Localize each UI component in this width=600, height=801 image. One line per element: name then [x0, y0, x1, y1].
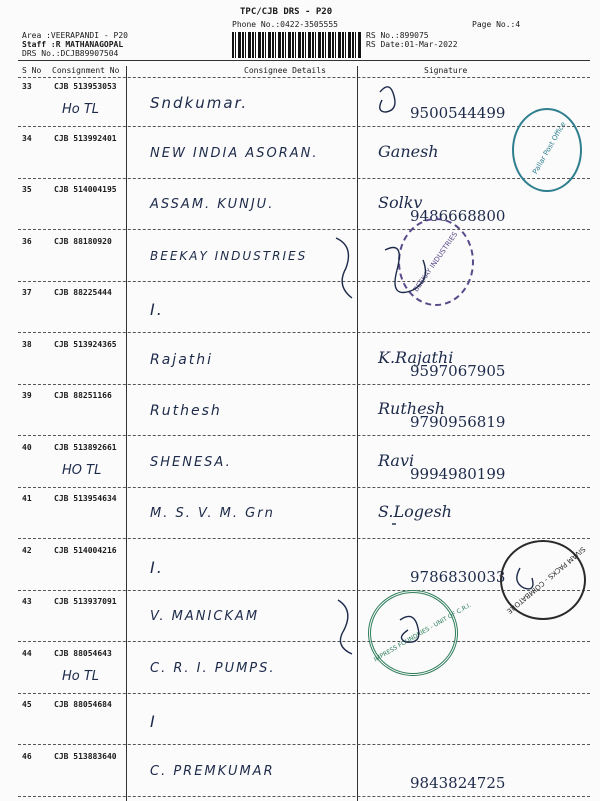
beekay-stamp-text: BEEKAY INDUSTRIES	[411, 230, 460, 294]
consignment-number: CJB 513924365	[54, 340, 117, 349]
cri-stamp-text: IMPRESS FOUNDRIES - UNIT OF C.R.I.	[372, 601, 473, 664]
serial-number: 36	[22, 237, 32, 246]
col-consignment: Consignment No	[52, 66, 120, 75]
consignee-name: M. S. V. M. Grn	[150, 506, 275, 521]
handwritten-note: Ho TL	[62, 669, 100, 684]
signature-33	[380, 87, 395, 112]
serial-number: 35	[22, 185, 32, 194]
staff-label: Staff :R MATHANAGOPAL	[22, 40, 124, 49]
consignment-number: CJB 88180920	[54, 237, 112, 246]
serial-number: 39	[22, 391, 32, 400]
serial-number: 44	[22, 649, 32, 658]
phone-handwritten: 9843824725	[410, 774, 506, 792]
sivam-packs-stamp-text: SIVAM PACKS - COIMBATORE	[505, 544, 587, 616]
col-signature: Signature	[424, 66, 468, 75]
sheet-title: TPC/CJB DRS - P20	[240, 7, 333, 17]
consignee-name: Rajathi	[150, 352, 214, 368]
serial-number: 40	[22, 443, 32, 452]
consignment-number: CJB 513992401	[54, 134, 117, 143]
consignment-number: CJB 88251166	[54, 391, 112, 400]
page-number: Page No.:4	[472, 20, 521, 29]
signature-text: Ravi	[378, 451, 415, 470]
signature-text: Solkv	[378, 193, 423, 212]
consignee-name: I	[150, 712, 157, 731]
col-consignee: Consignee Details	[244, 66, 326, 75]
consignment-number: CJB 513937091	[54, 597, 117, 606]
consignment-number: CJB 514004195	[54, 185, 117, 194]
consignment-number: CJB 88054684	[54, 700, 112, 709]
signature-text: K.Rajathi	[378, 348, 454, 367]
phone-handwritten: 9500544499	[410, 104, 506, 122]
handwritten-note: HO TL	[62, 463, 102, 478]
serial-number: 33	[22, 82, 32, 91]
rs-date: RS Date:01-Mar-2022	[366, 40, 458, 49]
consignee-name: C. PREMKUMAR	[150, 764, 275, 779]
serial-number: 45	[22, 700, 32, 709]
consignment-number: CJB 88054643	[54, 649, 112, 658]
serial-number: 38	[22, 340, 32, 349]
signature-36	[385, 248, 425, 293]
consignment-number: CJB 513892661	[54, 443, 117, 452]
serial-number: 42	[22, 546, 32, 555]
signature-text: Ruthesh	[378, 399, 446, 418]
consignee-name: BEEKAY INDUSTRIES	[150, 249, 308, 263]
consignment-number: CJB 513954634	[54, 494, 117, 503]
pen-stroke	[336, 238, 352, 298]
consignee-name: C. R. I. PUMPS.	[150, 661, 276, 676]
consignee-name: Ruthesh	[150, 403, 222, 419]
serial-number: 34	[22, 134, 32, 143]
consignment-number: CJB 513883640	[54, 752, 117, 761]
consignee-name: ASSAM. KUNJU.	[150, 197, 275, 212]
serial-number: 37	[22, 288, 32, 297]
phone-handwritten: 9597067905	[410, 362, 506, 380]
consignee-name: V. MANICKAM	[150, 609, 260, 624]
serial-number: 41	[22, 494, 32, 503]
area-label: Area :VEERAPANDI - P20	[22, 31, 128, 40]
signature-44	[400, 616, 419, 642]
phone-handwritten: 9994980199	[410, 465, 506, 483]
signature-text: Ganesh	[378, 142, 439, 161]
phone-handwritten: 9486668800	[410, 207, 506, 225]
consignment-number: CJB 513953053	[54, 82, 117, 91]
consignee-name: I.	[150, 558, 164, 577]
signature-43	[517, 568, 533, 589]
consignee-name: NEW INDIA ASORAN.	[150, 146, 319, 161]
consignment-number: CJB 514004216	[54, 546, 117, 555]
phone-handwritten: 9786830033	[410, 568, 506, 586]
col-sno: S No	[22, 66, 42, 75]
consignment-number: CJB 88225444	[54, 288, 112, 297]
consignee-name: SHENESA.	[150, 455, 232, 470]
phone-handwritten: 9790956819	[410, 413, 506, 431]
post-office-stamp-text: Pallar Post Office	[531, 120, 568, 176]
drs-number: DRS No.:DCJB89907504	[22, 49, 119, 58]
serial-number: 46	[22, 752, 32, 761]
serial-number: 43	[22, 597, 32, 606]
consignee-name: Sndkumar.	[150, 94, 249, 112]
pen-stroke	[338, 600, 352, 654]
signature-text: S.Logesh	[378, 502, 452, 521]
consignee-name: I.	[150, 300, 164, 319]
phone-number: Phone No.:0422-3505555	[232, 20, 338, 29]
rs-number: RS No.:899075	[366, 31, 429, 40]
handwritten-note: Ho TL	[62, 102, 100, 117]
